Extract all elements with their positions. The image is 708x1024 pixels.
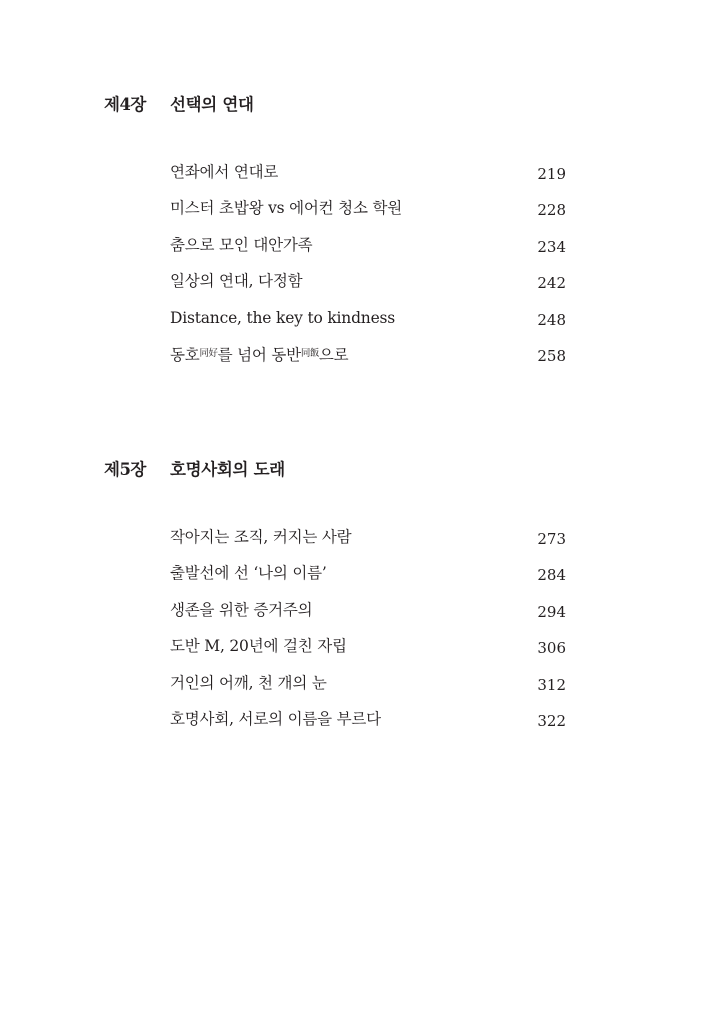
chapter-number: 제5장 <box>104 460 146 479</box>
toc-entry-page-number: 273 <box>537 530 566 548</box>
toc-entry <box>0 231 708 267</box>
title-text: 으로 <box>318 345 349 364</box>
toc-entry-title: 도반 M, 20년에 걸친 자립 <box>170 637 347 656</box>
toc-entry-title: 출발선에 선 ‘나의 이름’ <box>170 564 327 583</box>
hanja-annotation: 同飯 <box>300 347 319 359</box>
toc-entry <box>0 705 708 741</box>
toc-entry-page-number: 219 <box>537 165 566 183</box>
toc-entry-title: 연좌에서 연대로 <box>170 163 279 181</box>
hanja-annotation: 同好 <box>199 347 218 359</box>
toc-entry-page-number: 248 <box>537 310 566 329</box>
toc-entry-list <box>0 158 708 376</box>
toc-entry <box>0 194 708 230</box>
toc-entry-title: 거인의 어깨, 천 개의 눈 <box>170 673 327 692</box>
toc-entry-title: 작아지는 조직, 커지는 사람 <box>170 528 352 546</box>
toc-entry <box>0 267 708 303</box>
toc-entry-title: 미스터 초밥왕 vs 에어컨 청소 학원 <box>170 199 402 218</box>
toc-entry <box>0 669 708 705</box>
toc-entry-page-number: 258 <box>537 346 566 365</box>
toc-entry-list <box>0 523 708 741</box>
toc-entry-page-number: 312 <box>537 675 566 694</box>
toc-entry <box>0 304 708 340</box>
chapter-title: 호명사회의 도래 <box>170 460 285 479</box>
toc-entry-page-number: 228 <box>537 201 566 220</box>
toc-entry <box>0 340 708 376</box>
toc-entry-title: 호명사회, 서로의 이름을 부르다 <box>170 709 381 728</box>
toc-entry <box>0 523 708 559</box>
title-text: 동호 <box>170 345 200 364</box>
toc-entry-page-number: 234 <box>537 237 566 256</box>
toc-entry <box>0 632 708 668</box>
toc-entry-title: 춤으로 모인 대안가족 <box>170 235 313 254</box>
toc-entry-title <box>170 340 348 369</box>
toc-entry-page-number: 284 <box>537 566 566 585</box>
chapter-heading <box>104 92 254 118</box>
toc-entry <box>0 596 708 632</box>
toc-entry-page-number: 294 <box>537 602 566 621</box>
toc-entry-page-number: 322 <box>537 711 566 730</box>
chapter-heading <box>104 457 285 483</box>
toc-entry-title: 일상의 연대, 다정함 <box>170 272 303 291</box>
chapter-number: 제4장 <box>104 95 146 114</box>
toc-entry-page-number: 306 <box>537 639 566 658</box>
toc-entry-title: 생존을 위한 증거주의 <box>170 600 313 619</box>
title-text: 를 넘어 동반 <box>217 345 301 364</box>
chapter-title: 선택의 연대 <box>170 95 254 114</box>
toc-entry <box>0 559 708 595</box>
toc-entry <box>0 158 708 194</box>
toc-entry-title: Distance, the key to kindness <box>170 308 396 327</box>
toc-entry-page-number: 242 <box>537 274 566 293</box>
